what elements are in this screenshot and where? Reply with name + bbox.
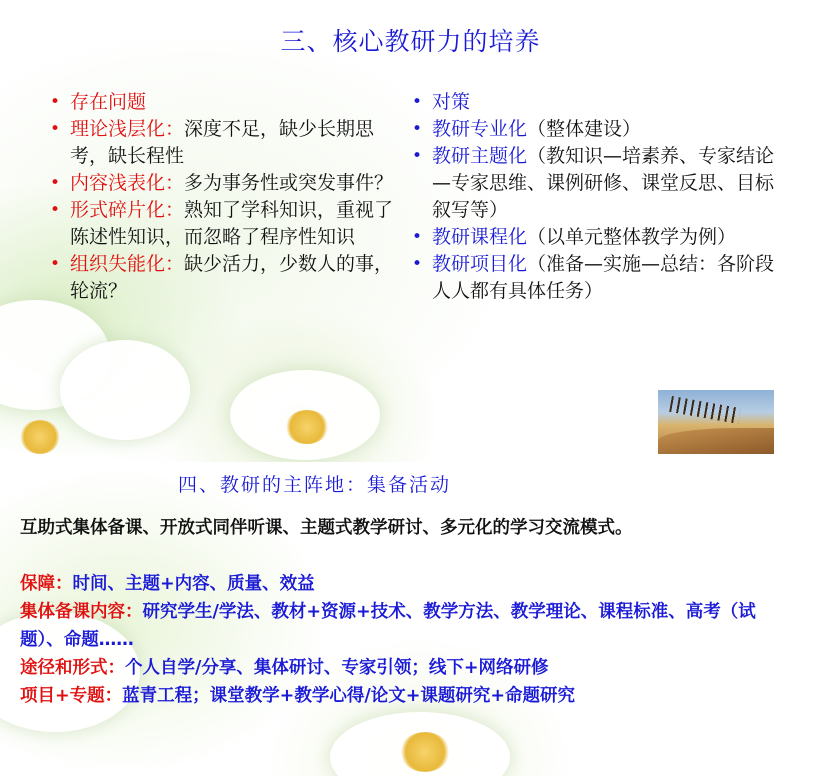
paragraph (20, 570, 790, 598)
item-label: 教研主题化 (432, 145, 528, 167)
bullet-icon: • (50, 92, 61, 112)
list-item (48, 197, 398, 251)
list-item (410, 143, 780, 224)
list-item (48, 251, 398, 305)
bullet-icon: • (50, 173, 61, 193)
paragraph-text: 研究学生/学法、教材+资源+技术、教学方法、教学理论、课程标准、高考（试题）、命题…… (20, 602, 756, 650)
flower-center (20, 420, 60, 454)
item-label: 组织失能化： (70, 253, 185, 275)
paragraph-label: 途径和形式： (20, 658, 125, 678)
list-item (410, 224, 780, 251)
bullet-icon: • (412, 146, 423, 166)
paragraph (20, 514, 790, 542)
flower-center (400, 732, 450, 772)
bullet-icon: • (50, 119, 61, 139)
paragraph (20, 682, 790, 710)
paragraph-label: 项目+专题： (20, 686, 123, 706)
item-text: 深度不足，缺少长期思考，缺长程性 (70, 118, 375, 167)
item-label: 教研项目化 (432, 253, 528, 275)
item-text: 多为事务性或突发事件？ (184, 172, 394, 194)
list-item (410, 116, 780, 143)
desert-caravan-photo (658, 390, 774, 454)
item-label: 形式碎片化： (70, 199, 185, 221)
list-item (410, 251, 780, 305)
item-label: 对策 (432, 91, 471, 113)
item-text: （教知识—培素养、专家结论—专家思维、课例研修、课堂反思、目标叙写等） (432, 145, 775, 221)
slide-title: 三、核心教研力的培养 (280, 27, 541, 56)
paragraph-label: 保障： (20, 574, 73, 594)
item-text: （整体建设） (527, 118, 642, 140)
paragraph (20, 598, 790, 654)
flower-petal (60, 340, 190, 440)
bullet-icon: • (412, 92, 423, 112)
problems-column (48, 89, 398, 305)
item-text: 缺少活力，少数人的事，轮流？ (70, 253, 394, 302)
bullet-icon: • (50, 200, 61, 220)
bullet-icon: • (412, 119, 423, 139)
item-label: 教研专业化 (432, 118, 528, 140)
item-label: 理论浅层化： (70, 118, 185, 140)
flower-center (285, 410, 329, 444)
item-label: 存在问题 (70, 91, 147, 113)
bullet-icon: • (412, 227, 423, 247)
bullet-icon: • (412, 254, 423, 274)
bullet-icon: • (50, 254, 61, 274)
item-text: 熟知了学科知识，重视了陈述性知识，而忽略了程序性知识 (70, 199, 394, 248)
list-item (410, 89, 780, 116)
list-item (48, 170, 398, 197)
paragraph-text: 互助式集体备课、开放式同伴听课、主题式教学研讨、多元化的学习交流模式。 (20, 518, 633, 538)
paragraph-text: 蓝青工程；课堂教学+教学心得/论文+课题研究+命题研究 (122, 686, 576, 706)
slide-title: 四、教研的主阵地：集备活动 (178, 474, 452, 496)
paragraph-text: 个人自学/分享、集体研讨、专家引领；线下+网络研修 (125, 658, 549, 678)
list-item (48, 89, 398, 116)
paragraph (20, 654, 790, 682)
item-text: （以单元整体教学为例） (527, 226, 737, 248)
walkers-silhouette (669, 396, 741, 424)
bottom-slide (0, 462, 821, 776)
item-label: 教研课程化 (432, 226, 528, 248)
item-text: （准备—实施—总结：各阶段人人都有具体任务） (432, 253, 775, 302)
list-item (48, 116, 398, 170)
item-label: 内容浅表化： (70, 172, 185, 194)
paragraph-label: 集体备课内容： (20, 602, 143, 622)
sand-dune (658, 428, 774, 454)
solutions-column (410, 89, 780, 305)
paragraph-text: 时间、主题+内容、质量、效益 (72, 574, 315, 594)
